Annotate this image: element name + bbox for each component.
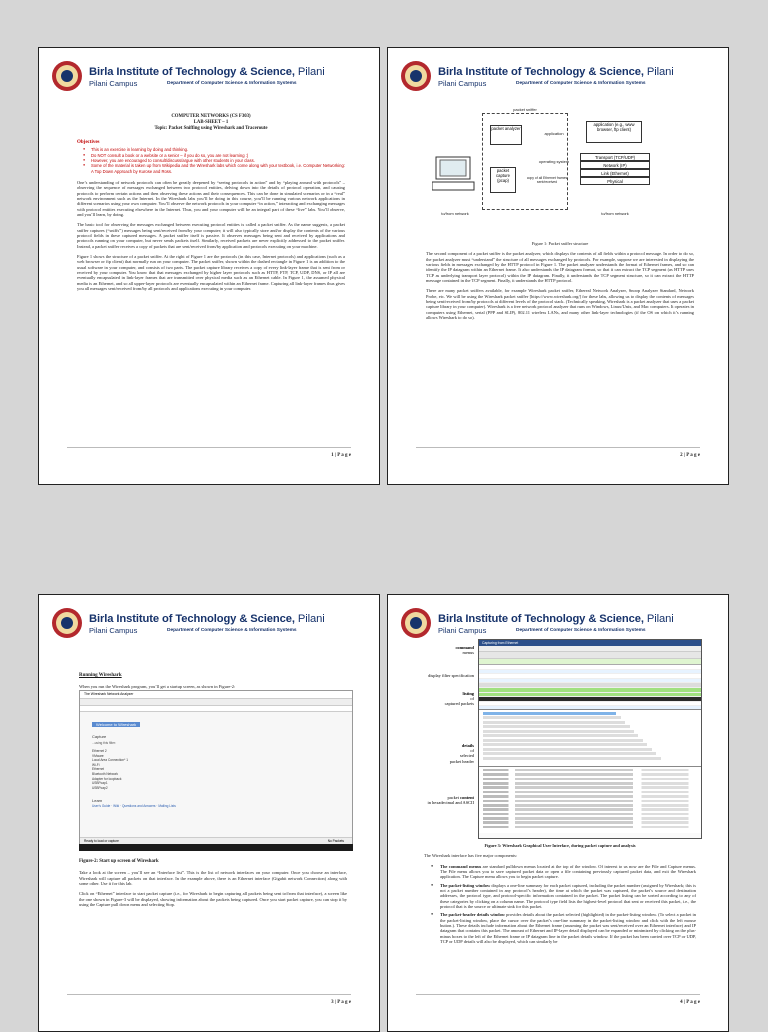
toolbar xyxy=(80,699,352,706)
hex-row xyxy=(483,795,697,798)
label-command-menus: command menus xyxy=(455,645,474,656)
interface-item[interactable]: Adapter for loopback xyxy=(92,776,122,781)
interface-item[interactable]: Bluetooth Network xyxy=(92,771,119,776)
paragraph: There are many packet sniffers available, for example Wireshark packet sniffer, Ethereal Network Analyzer, Snoop Analyzer Standard, Network Probe, etc. We will be using the Wireshark packet sniffer [https://www.wireshark.org/] for these labs, allowing us to display the contents of messages being sent/received from/by protocols at different levels of the protocol stack. (Technically speaking, Wireshark is a packet analyzer that uses a packet capture library in your computer). Wireshark is a free network protocol analyzer that runs on Windows, Linux/Unix, and Mac computers. It operates in computers using Ethernet, serial (PPP and SLIP), 802.11 wireless LANs, and many other link-layer technologies (if the OS on which it’s running allows Wireshark to do so). xyxy=(426,288,694,321)
page-footer: 2 | P a g e xyxy=(416,447,700,458)
label-display-filter: display filter specification xyxy=(428,673,474,678)
objective-item: ● Some of the material is taken up from Wikipedia and the Wireshark labs which come along with your textbook, i.e. Computer Networking: A Top Down Approach by Kurose and Ross. xyxy=(91,163,345,174)
hex-row xyxy=(483,786,697,789)
interface-item[interactable]: Ethernet 2 xyxy=(92,749,107,753)
hex-row xyxy=(483,773,697,776)
learn-heading: Learn xyxy=(92,798,103,804)
taskbar xyxy=(79,844,353,851)
figure-1-caption: Figure 1: Packet sniffer structure xyxy=(531,241,589,246)
hex-row xyxy=(483,808,697,811)
status-bar: Ready to load or capture No Packets xyxy=(80,837,352,844)
page-footer: 1 | P a g e xyxy=(67,447,351,458)
detail-row[interactable] xyxy=(483,734,638,737)
objectives-list xyxy=(77,147,345,173)
course-title: COMPUTER NETWORKS (CS F303) xyxy=(171,114,251,119)
objectives-heading: Objectives xyxy=(77,140,100,145)
detail-row[interactable] xyxy=(483,743,647,746)
figure-2-caption: Figure-2: Start up screen of Wireshark xyxy=(79,859,159,864)
hex-row xyxy=(483,826,697,829)
hex-row xyxy=(483,769,697,772)
to-from-network-right: to/from network xyxy=(601,211,629,216)
institute-name: Birla Institute of Technology & Science, Pilani xyxy=(438,66,674,78)
page-1 xyxy=(38,47,380,485)
paragraph: The second component of a packet sniffer is the packet analyzer, which displays the contents of all fields within a protocol message. In order to do so, the packet analyzer must “understand” the structure of all messages exchanged by protocols. For example, suppose we are interested in displaying the various fields in messages exchanged by the HTTP protocol in Figure 1. The packet analyzer understands the format of Ethernet frames, and so can identify the IP datagram within an Ethernet frame. It also understands the IP datagram format, so that it can extract the TCP segment (as HTTP uses TCP as underlying transport layer protocol) within the IP datagram. Finally, it understands the TCP segment structure, so it can extract the HTTP message contained in the TCP segment. Finally, it understands the HTTP protocol. xyxy=(426,251,694,284)
department-name: Department of Computer Science & Information Systems xyxy=(516,628,646,633)
paragraph: Figure 1 shows the structure of a packet sniffer. At the right of Figure 1 are the protocols (in this case, Internet protocols) and applications (such as a web browser or ftp client) that normally run on your computer. The packet sniffer, shown within the dashed rectangle in Figure 1 is an addition to the usual software in your computer, and consists of two parts. The packet capture library receives a copy of every link-layer frame that is sent from or received by your computer. You know that that messages exchanged by higher layer protocols such as HTTP, FTP, TCP, UDP, DNS, or IP all are eventually encapsulated in link-layer frames that are transmitted over physical media such as an Ethernet cable. In Figure 1, the assumed physical media is an Ethernet, and so all upper-layer protocols are eventually encapsulated within an Ethernet frame. Capturing all link-layer frames thus gives you all messages sent/received from/by all protocols and applications executing in your computer. xyxy=(77,253,345,292)
ws-toolbar xyxy=(479,652,701,659)
department-name: Department of Computer Science & Information Systems xyxy=(516,81,646,86)
to-from-network-left: to/from network xyxy=(441,211,469,216)
interface-item[interactable]: VMware xyxy=(92,753,104,758)
bits-logo-icon xyxy=(400,607,432,639)
hex-row xyxy=(483,813,697,816)
interface-list xyxy=(92,749,242,790)
ws-packet-details xyxy=(479,710,701,767)
ws-hex-pane xyxy=(479,767,701,833)
component-item: ● The packet-listing window displays a one-line summary for each packet captured, including the packet number (assigned by Wireshark; this is not a packet number contained in any protocol’s header), the time at which the packet was captured, the packet’s source and destination addresses, the protocol type, and protocol-specific information contained in the packet. The packet listing can be sorted according to any of these categories by clicking on a column name. The protocol type field lists the highest-level protocol that sent or received this packet, i.e., the protocol that is the source or ultimate sink for this packet. xyxy=(440,883,696,910)
hex-row xyxy=(483,821,697,824)
bits-logo-icon xyxy=(400,60,432,92)
page-3-body xyxy=(79,859,347,912)
page-2 xyxy=(387,47,729,485)
institute-name: Birla Institute of Technology & Science, Pilani xyxy=(89,613,325,625)
detail-row[interactable] xyxy=(483,748,652,751)
campus-name: Pilani Campus xyxy=(438,79,487,88)
detail-row[interactable] xyxy=(483,739,643,742)
label-packet-details: details of selected packet header xyxy=(449,743,474,764)
objective-item: ● Do NOT consult a book or a website or a senior – if you do so, you are not learning :) xyxy=(91,153,345,158)
hex-row xyxy=(483,817,697,820)
paragraph: The Wireshark interface has five major components: xyxy=(424,853,518,859)
page-2-body xyxy=(426,241,694,325)
page-4-body xyxy=(424,843,696,948)
hex-row xyxy=(483,800,697,803)
computer-icon xyxy=(432,155,476,195)
component-item: ● The packet-header details window provides details about the packet selected (highlighted) in the packet-listing window. (To select a packet in the packet-listing window, place the cursor over the packet’s one-line summary in the packet-listing window and click with the left mouse button.). These details include information about the Ethernet frame (assuming the packet was sent/received over an Ethernet interface) and IP datagram that contains this packet. The amount of Ethernet and IP-layer detail displayed can be expanded or minimized by clicking on the plus-minus boxes to the left of the Ethernet frame or IP datagram line in the packet details window. If the packet has been carried over TCP or UDP, TCP or UDP details will also be displayed, which can similarly be xyxy=(440,912,696,944)
campus-name: Pilani Campus xyxy=(438,626,487,635)
label-packet-content: packet content in hexadecimal and ASCII xyxy=(427,795,474,806)
objective-item: ● This is an exercise in learning by doing and thinking. xyxy=(91,147,345,152)
interface-item[interactable]: Ethernet xyxy=(92,767,105,772)
hex-row xyxy=(483,804,697,807)
os-label: operating system xyxy=(538,159,570,164)
capture-heading: Capture xyxy=(92,734,107,739)
institute-name: Birla Institute of Technology & Science, Pilani xyxy=(89,66,325,78)
packet-sniffer-label: packet sniffer xyxy=(500,107,550,112)
page-footer: 3 | P a g e xyxy=(67,994,351,1005)
network-layer: Network (IP) xyxy=(580,161,650,169)
lab-sheet-title: LAB-SHEET – 1 xyxy=(193,120,229,125)
page-4 xyxy=(387,594,729,1032)
detail-row[interactable] xyxy=(483,712,616,715)
paragraph: When you run the Wireshark program, you’ll get a startup screen, as shown in Figure-2: xyxy=(79,684,236,690)
detail-row[interactable] xyxy=(483,716,621,719)
wireshark-startup-screenshot xyxy=(79,690,353,845)
application-label: application xyxy=(544,131,564,136)
campus-name: Pilani Campus xyxy=(89,79,138,88)
packet-analyzer-box: packet analyzer xyxy=(490,125,522,145)
page-header xyxy=(400,60,718,96)
institute-name: Birla Institute of Technology & Science, Pilani xyxy=(438,613,674,625)
detail-row[interactable] xyxy=(483,757,661,760)
copy-frames-label: copy of all Ethernet frames sent/received xyxy=(526,176,568,184)
interface-item[interactable]: USBPcap1 xyxy=(92,781,108,786)
packet-sniffer-diagram xyxy=(430,103,700,231)
page-1-body xyxy=(77,114,345,296)
interface-item[interactable]: USBPcap2 xyxy=(92,785,108,790)
hex-row xyxy=(483,791,697,794)
detail-row[interactable] xyxy=(483,721,625,724)
department-name: Department of Computer Science & Information Systems xyxy=(167,81,297,86)
paragraph: Take a look at the screen – you’ll see an “Interface list”. This is the list of network interfaces on your computer. Once you choose an interface, Wireshark will capture all packets on that interface. In the example above, there is an Ethernet interface (Gigabit network Connection) along with some other. Use it for this lab. xyxy=(79,870,347,887)
window-title: The Wireshark Network Analyzer xyxy=(80,691,352,699)
link-layer: Link (Ethernet) xyxy=(580,169,650,177)
detail-row[interactable] xyxy=(483,752,656,755)
component-item: ● The command menus are standard pulldown menus located at the top of the window. Of interest to us now are the File and Capture menus. The File menu allows you to save captured packet data or open a file containing previously captured packet data, and exit the Wireshark application. The Capture menu allows you to begin packet capture. xyxy=(440,864,696,880)
running-wireshark-heading: Running Wireshark xyxy=(79,673,122,678)
department-name: Department of Computer Science & Information Systems xyxy=(167,628,297,633)
packet-capture-box: packet capture (pcap) xyxy=(490,167,516,193)
application-box: application (e.g., www browser, ftp client) xyxy=(586,121,642,143)
campus-name: Pilani Campus xyxy=(89,626,138,635)
hex-row xyxy=(483,778,697,781)
page-header xyxy=(51,607,369,643)
detail-row[interactable] xyxy=(483,725,630,728)
label-packet-listing: listing of captured packets xyxy=(444,691,474,707)
paragraph: The basic tool for observing the messages exchanged between executing protocol entities is called a packet sniffer. As the name suggests, a packet sniffer captures (“sniffs”) messages being sent/received from/by your computer; it will also typically store and/or display the contents of the various protocol fields in these captured messages. A packet sniffer itself is passive. It observes messages being sent and received by applications and protocols running on your computer, but never sends packets itself. Similarly, received packets are never explicitly addressed to the packet sniffer. Instead, a packet sniffer receives a copy of packets that are sent/received from/by application and protocols executing on your machine. xyxy=(77,222,345,249)
figure-3-caption: Figure 3: Wireshark Graphical User Interface, during packet capture and analysis xyxy=(484,843,636,848)
welcome-banner: Welcome to Wireshark xyxy=(92,722,140,727)
page-footer: 4 | P a g e xyxy=(416,994,700,1005)
bits-logo-icon xyxy=(51,60,83,92)
interface-item[interactable]: Local Area Connection* 1 xyxy=(92,758,128,763)
ws-title: Capturing from Ethernet xyxy=(479,640,701,646)
ws-packet-list xyxy=(479,665,701,710)
page-header xyxy=(51,60,369,96)
page-3 xyxy=(38,594,380,1032)
hex-row xyxy=(483,782,697,785)
components-list xyxy=(424,864,696,945)
interface-item[interactable]: Wi-Fi xyxy=(92,762,100,767)
wireshark-gui-screenshot xyxy=(478,639,702,839)
page-header xyxy=(400,607,718,643)
transport-layer: Transport (TCP/UDP) xyxy=(580,153,650,161)
display-filter-bar xyxy=(80,706,352,712)
paragraph: One’s understanding of network protocols can often be greatly deepened by “seeing protocols in action” and by “playing around with protocols” – observing the sequence of messages exchanged between two protocol entities, delving down into the details of protocol operation, and causing protocols to perform certain actions and then observing these actions and their consequences. This can be done in simulated scenarios or in a “real” network environment such as the Internet. In the Wireshark labs you’ll be doing in this course, you’ll be running various network applications in different scenarios using your own computer. You’ll observe the network protocols in your computer “in action,” interacting and exchanging messages with protocol entities executing elsewhere in the Internet. Thus, you and your computer will be an integral part of these “live” labs. You’ll observe, and you’ll learn, by doing. xyxy=(77,179,345,217)
physical-layer: Physical xyxy=(580,177,650,185)
topic-title: Topic: Packet Sniffing using Wireshark and Traceroute xyxy=(154,126,268,131)
filter-label: ...using this filter: xyxy=(92,741,116,745)
learn-links[interactable]: User's Guide · Wiki · Questions and Answers · Mailing Lists xyxy=(92,804,176,809)
bits-logo-icon xyxy=(51,607,83,639)
paragraph: Click on “Ethernet” interface to start packet capture (i.e., for Wireshark to begin capturing all packets being sent to/from that interface), a screen like the one shown in Figure-3 will be displayed, showing information about the packets being captured. Once you start packet capture, you can stop it by using the Capture pull down menu and selecting Stop. xyxy=(79,891,347,908)
objective-item: ● However, you are encouraged to consult/discuss/argue with other students in your class. xyxy=(91,158,345,163)
detail-row[interactable] xyxy=(483,730,634,733)
